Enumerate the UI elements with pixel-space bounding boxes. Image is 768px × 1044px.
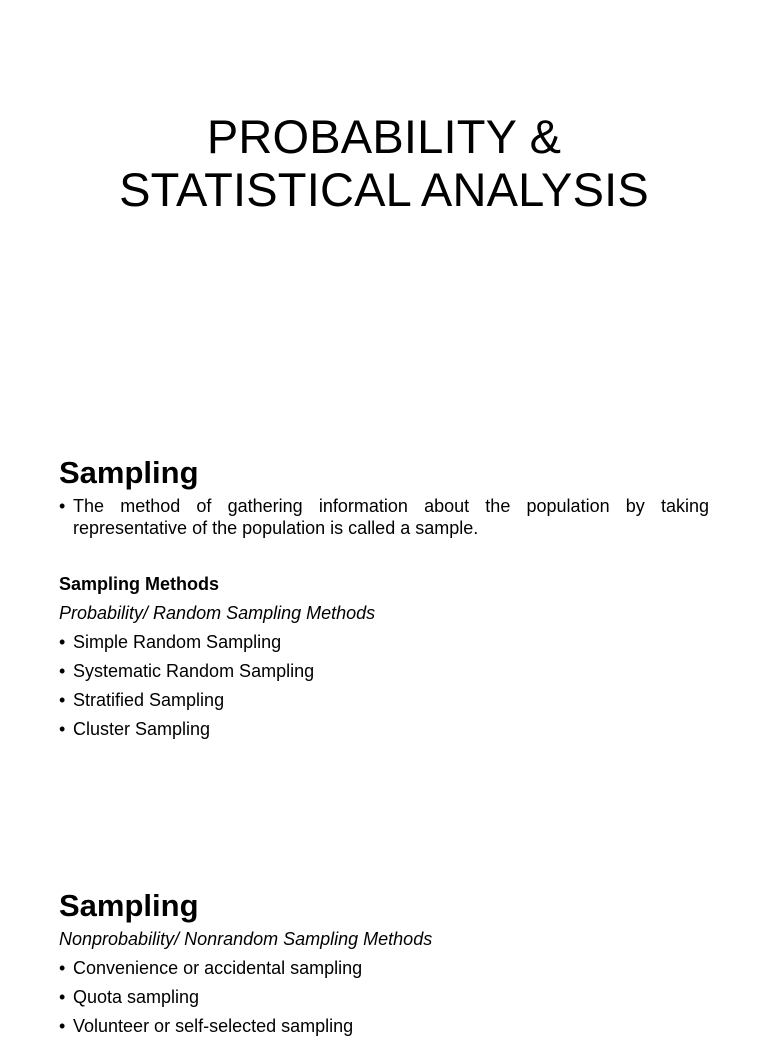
method-label: Convenience or accidental sampling <box>73 958 363 978</box>
bullet-icon: • <box>59 632 66 652</box>
method-label: Stratified Sampling <box>73 690 225 710</box>
list-item <box>59 718 314 747</box>
sampling-definition <box>59 495 709 539</box>
bullet-icon: • <box>59 661 66 681</box>
title-line-2: STATISTICAL ANALYSIS <box>119 163 649 216</box>
method-label: Systematic Random Sampling <box>73 661 315 681</box>
title-line-1: PROBABILITY & <box>206 110 562 163</box>
sampling-methods-subheading: Sampling Methods <box>59 574 220 594</box>
title-slide <box>0 0 768 432</box>
bullet-icon: • <box>59 958 66 978</box>
presentation-title <box>0 110 768 216</box>
bullet-icon: • <box>59 496 66 516</box>
probability-category-label: Probability/ Random Sampling Methods <box>59 603 376 623</box>
method-label: Volunteer or self-selected sampling <box>73 1016 354 1036</box>
bullet-icon: • <box>59 987 66 1007</box>
slide-heading: Sampling <box>59 455 199 490</box>
list-item <box>59 631 314 660</box>
list-item <box>59 660 314 689</box>
list-item <box>59 689 314 718</box>
bullet-icon: • <box>59 1016 66 1036</box>
method-label: Simple Random Sampling <box>73 632 282 652</box>
method-label: Cluster Sampling <box>73 719 211 739</box>
list-item <box>59 957 362 986</box>
list-item <box>59 986 362 1015</box>
sampling-slide-probability <box>0 432 768 862</box>
nonprobability-methods-list <box>59 957 362 1044</box>
method-label: Quota sampling <box>73 987 200 1007</box>
slide-heading: Sampling <box>59 888 199 923</box>
nonprobability-category-label: Nonprobability/ Nonrandom Sampling Methods <box>59 929 433 949</box>
bullet-icon: • <box>59 690 66 710</box>
probability-methods-list <box>59 631 314 747</box>
definition-text: The method of gathering information about the population by taking representative of the population is called a sample. <box>73 496 709 538</box>
sampling-slide-nonprobability <box>0 862 768 1036</box>
bullet-icon: • <box>59 719 66 739</box>
list-item <box>59 1015 362 1044</box>
